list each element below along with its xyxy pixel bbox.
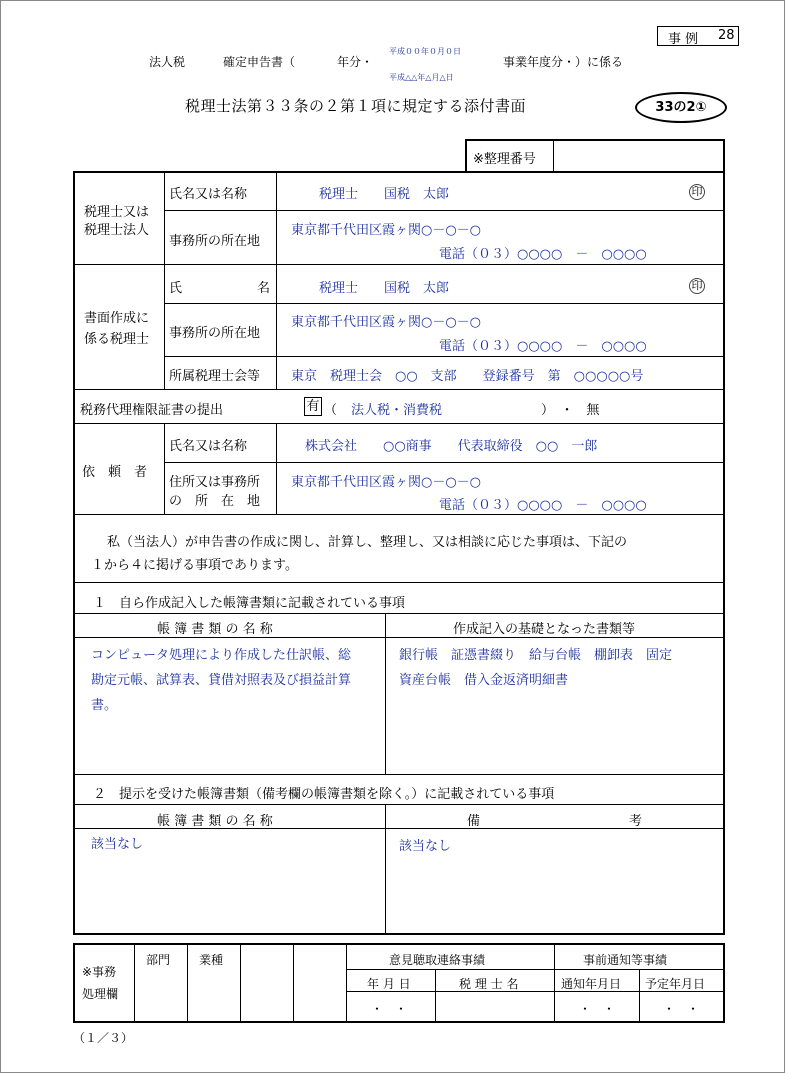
business-year-label: 事業年度分・）に係る [503,55,624,69]
client-name-label: 氏名又は名称 [169,439,248,454]
accountant-name-value[interactable]: 税理士 国税 太郎 [319,187,450,202]
section1-col2-line-2[interactable]: 資産台帳 借入金返済明細書 [399,673,569,688]
accountant-phone-value[interactable]: 電話（０３）○○○○ － ○○○○ [439,247,647,262]
section1-col1-header: 帳 簿 書 類 の 名 称 [157,622,273,637]
industry-label: 業種 [199,953,224,967]
tax-accountant-label-1: 税理士又は [84,205,150,220]
opinion-header: 意見聴取連絡事績 [389,953,486,967]
dot-scheduled: ・ ・ [663,1002,700,1016]
preparer-name-label-1: 氏 [169,281,183,296]
reference-number-input[interactable] [557,142,721,170]
case-label: 事 例 [668,32,699,47]
accountant-office-value[interactable]: 東京都千代田区霞ヶ関○－○－○ [291,223,482,238]
preparer-office-label: 事務所の所在地 [169,326,261,341]
return-type: 確定申告書（ [223,55,296,69]
form-badge: 33の2① [635,92,727,123]
scheduled-date: 予定年月日 [645,977,706,991]
seal-icon: 印 [689,278,705,294]
attorney-close: ） ・ 無 [541,403,600,418]
section1-col2-header: 作成記入の基礎となった書類等 [453,622,636,637]
preparer-phone-value[interactable]: 電話（０３）○○○○ － ○○○○ [439,339,647,354]
page-title: 税理士法第３３条の２第１項に規定する添付書面 [185,97,527,115]
preparer-office-value[interactable]: 東京都千代田区霞ヶ関○－○－○ [291,315,482,330]
attorney-open: （ [324,403,338,418]
power-of-attorney-label: 税務代理権限証書の提出 [80,403,224,418]
section2-col2-value[interactable]: 該当なし [399,839,452,854]
year-label: 年分・ [337,55,374,69]
dot-notice: ・ ・ [579,1002,616,1016]
association-value[interactable]: 東京 税理士会 ○○ 支部 登録番号 第 ○○○○○号 [291,369,644,384]
section2-col1-value[interactable]: 該当なし [91,837,144,852]
accountant-col: 税 理 士 名 [459,977,519,991]
client-addr-label-1: 住所又は事務所 [169,475,261,490]
page-number: （１／３） [73,1031,134,1045]
attorney-yes-checkbox[interactable]: 有 [304,397,322,416]
section2-col1-header: 帳 簿 書 類 の 名 称 [157,814,273,829]
preparer-label-1: 書面作成に [84,311,150,326]
case-label-box [657,26,739,46]
section1-title: １ 自ら作成記入した帳簿書類に記載されている事項 [93,596,406,611]
preparer-name-value[interactable]: 税理士 国税 太郎 [319,281,450,296]
section1-col1-line-3[interactable]: 書。 [91,698,118,713]
dot-date: ・ ・ [371,1002,408,1016]
client-name-value[interactable]: 株式会社 ○○商事 代表取締役 ○○ 一郎 [305,439,598,454]
statement-line-2: １から４に掲げる事項であります。 [91,558,298,573]
advance-header: 事前通知等事績 [583,953,668,967]
period-from: 平成００年０月０日 [389,47,461,56]
tax-accountant-label-2: 税理士法人 [84,223,150,238]
case-number: 28 [718,28,735,43]
accountant-office-label: 事務所の所在地 [169,234,261,249]
client-addr-label-2: の 所 在 地 [169,494,261,509]
section2-col2-header-a: 備 [467,814,481,829]
association-label: 所属税理士会等 [169,369,261,384]
section1-col1-line-1[interactable]: コンピュータ処理により作成した仕訳帳、総 [91,648,352,663]
attorney-detail[interactable]: 法人税・消費税 [351,403,443,418]
dept-label: 部門 [146,953,171,967]
period-to: 平成△△年△月△日 [389,73,454,82]
statement-line-1: 私（当法人）が申告書の作成に関し、計算し、整理し、又は相談に応じた事項は、下記の [107,535,628,550]
client-phone-value[interactable]: 電話（０３）○○○○ － ○○○○ [439,498,647,513]
section1-col2-line-1[interactable]: 銀行帳 証憑書綴り 給与台帳 棚卸表 固定 [399,648,673,663]
client-addr-value[interactable]: 東京都千代田区霞ヶ関○－○－○ [291,475,482,490]
client-label: 依 頼 者 [82,465,148,480]
tax-type: 法人税 [149,55,186,69]
seal-icon: 印 [689,184,705,200]
section2-title: ２ 提示を受けた帳簿書類（備考欄の帳簿書類を除く。）に記載されている事項 [93,787,555,802]
preparer-name-label-2: 名 [257,281,271,296]
preparer-label-2: 係る税理士 [84,332,150,347]
office-use-label-2: 処理欄 [82,987,119,1001]
accountant-name-label: 氏名又は名称 [169,187,248,202]
date-col: 年 月 日 [367,977,411,991]
section1-col1-line-2[interactable]: 勘定元帳、試算表、貸借対照表及び損益計算 [91,673,352,688]
section2-col2-header-b: 考 [629,814,643,829]
notice-date: 通知年月日 [561,977,622,991]
office-use-label-1: ※事務 [82,965,117,979]
reference-number-label: ※整理番号 [473,152,536,167]
